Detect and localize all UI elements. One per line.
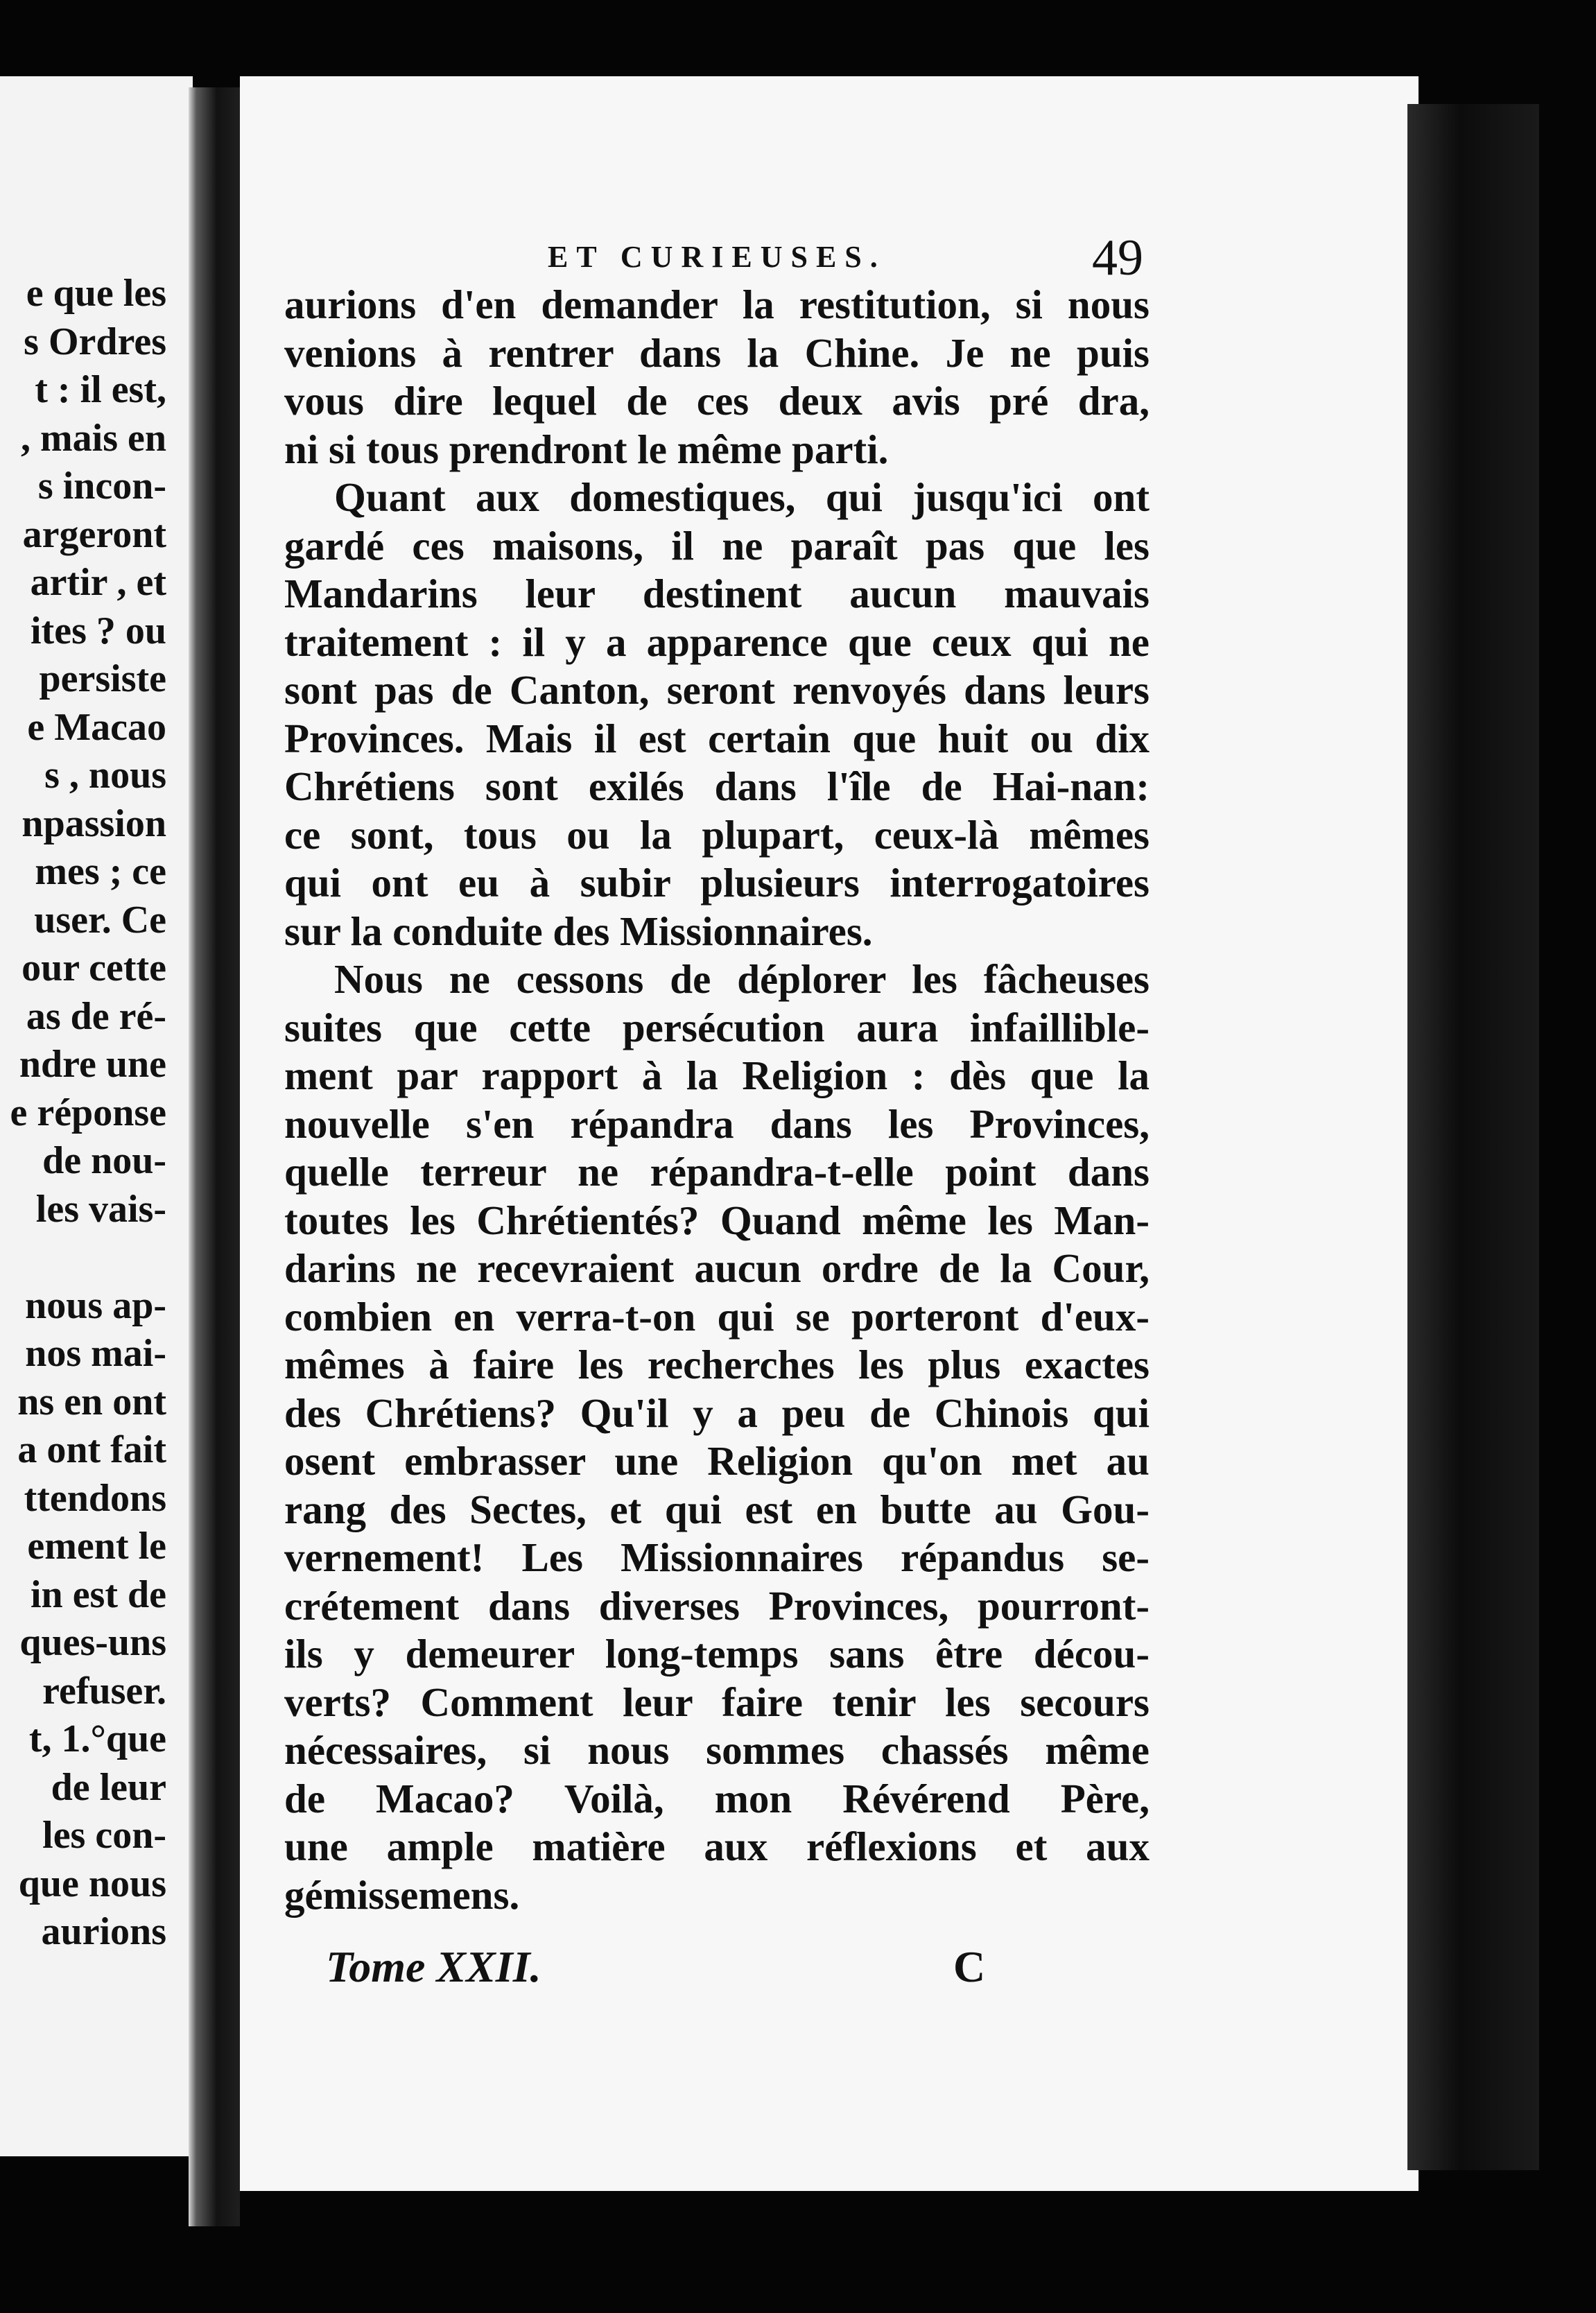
text-line: osent embrasser une Religion qu'on met au (284, 1438, 1150, 1484)
text-line: ment par rapport à la Religion : dès que la (284, 1052, 1150, 1098)
text-line: gémissemens. (284, 1871, 520, 1918)
text-line: vernement! Les Missionnaires répandus se- (284, 1534, 1150, 1580)
text-line: nécessaires, si nous sommes chassés même (284, 1727, 1150, 1773)
previous-page-line: persiste (39, 657, 166, 700)
previous-page-line: t, 1.°que (28, 1717, 166, 1760)
page-number: 49 (1092, 229, 1143, 286)
previous-page-line: npassion (21, 802, 166, 845)
previous-page-line: t : il est, (35, 368, 166, 411)
previous-page-line: in est de (31, 1573, 166, 1616)
previous-page-line: e Macao (27, 705, 166, 749)
previous-page-line: artir , et (30, 561, 166, 604)
previous-page-line: nous ap- (25, 1283, 166, 1327)
previous-page-line: de nou- (42, 1139, 166, 1182)
text-line: mêmes à faire les recherches les plus exactes (284, 1342, 1150, 1387)
running-head: ET CURIEUSES. (548, 240, 886, 274)
previous-page-line: e réponse (10, 1091, 166, 1134)
text-line: aurions d'en demander la restitution, si nous (284, 281, 1150, 327)
text-line: Chrétiens sont exilés dans l'île de Hai-nan: (284, 763, 1150, 809)
signature-mark: C (953, 1942, 986, 1991)
text-line: vous dire lequel de ces deux avis pré dra, (284, 378, 1150, 424)
previous-page-line: ndre une (19, 1043, 166, 1086)
text-line: ce sont, tous ou la plupart, ceux-là mêmes (284, 811, 1150, 858)
text-line: de Macao? Voilà, mon Révérend Père, (284, 1775, 1150, 1821)
text-line: ils y demeurer long-temps sans être décou- (284, 1631, 1150, 1677)
text-line: sur la conduite des Missionnaires. (284, 908, 873, 954)
previous-page-line: que nous (18, 1862, 166, 1905)
previous-page-line: nos mai- (25, 1332, 166, 1375)
text-line: nouvelle s'en répandra dans les Provinces, (284, 1100, 1150, 1147)
text-line: gardé ces maisons, il ne paraît pas que les (284, 522, 1150, 569)
text-line: venions à rentrer dans la Chine. Je ne puis (284, 329, 1150, 376)
text-line: qui ont eu à subir plusieurs interrogatoires (284, 860, 1150, 906)
text-line: des Chrétiens? Qu'il y a peu de Chinois qui (284, 1389, 1150, 1436)
paragraph-start-line: Nous ne cessons de déplorer les fâcheuses (334, 956, 1150, 1002)
text-line: darins ne recevraient aucun ordre de la Cour, (284, 1245, 1150, 1291)
text-line: combien en verra-t-on qui se porteront d'eux- (284, 1293, 1150, 1340)
previous-page-line: as de ré- (26, 994, 166, 1038)
text-line: suites que cette persécution aura infaillible- (284, 1004, 1150, 1050)
previous-page-line: , mais en (21, 416, 166, 460)
paragraph-start-line: Quant aux domestiques, qui jusqu'ici ont (334, 474, 1150, 520)
text-line: ni si tous prendront le même parti. (284, 426, 889, 472)
text-line: rang des Sectes, et qui est en butte au Gou- (284, 1486, 1150, 1532)
previous-page-line: s , nous (44, 754, 166, 797)
previous-page-line: mes ; ce (35, 850, 166, 893)
previous-page-line: s incon- (37, 465, 166, 508)
previous-page-line: ques-uns (19, 1621, 166, 1664)
text-line: verts? Comment leur faire tenir les secours (284, 1679, 1150, 1725)
previous-page-line: ttendons (24, 1476, 166, 1520)
previous-page-line: s Ordres (24, 320, 166, 363)
book-gutter (189, 87, 240, 2226)
previous-page-line: aurions (41, 1910, 166, 1953)
previous-page-line: ites ? ou (31, 609, 166, 652)
previous-page-line: our cette (21, 946, 166, 989)
body-text (284, 281, 1150, 1919)
previous-page-line: les con- (42, 1814, 166, 1857)
previous-page-line: e que les (26, 272, 166, 315)
previous-page-line: de leur (51, 1765, 166, 1809)
previous-page-line: a ont fait (17, 1428, 166, 1471)
text-line: toutes les Chrétientés? Quand même les Man- (284, 1197, 1150, 1243)
previous-page-line: user. Ce (34, 898, 166, 942)
text-line: crétement dans diverses Provinces, pourront- (284, 1582, 1150, 1629)
text-line: traitement : il y a apparence que ceux qui ne (284, 618, 1150, 665)
text-line: sont pas de Canton, seront renvoyés dans leurs (284, 667, 1150, 713)
previous-page-line: les vais- (35, 1187, 166, 1231)
text-line: quelle terreur ne répandra-t-elle point dans (284, 1149, 1150, 1195)
text-line: une ample matière aux réflexions et aux (284, 1823, 1150, 1869)
previous-page-line: refuser. (42, 1669, 166, 1713)
previous-page-line: argeront (22, 512, 166, 556)
page-edge-shadow (1407, 104, 1539, 2170)
text-line: Provinces. Mais il est certain que huit ou dix (284, 715, 1150, 761)
previous-page-line: ns en ont (17, 1380, 166, 1423)
text-line: Mandarins leur destinent aucun mauvais (284, 571, 1150, 616)
volume-footer: Tome XXII. (326, 1942, 541, 1991)
previous-page-line: ement le (27, 1525, 166, 1568)
